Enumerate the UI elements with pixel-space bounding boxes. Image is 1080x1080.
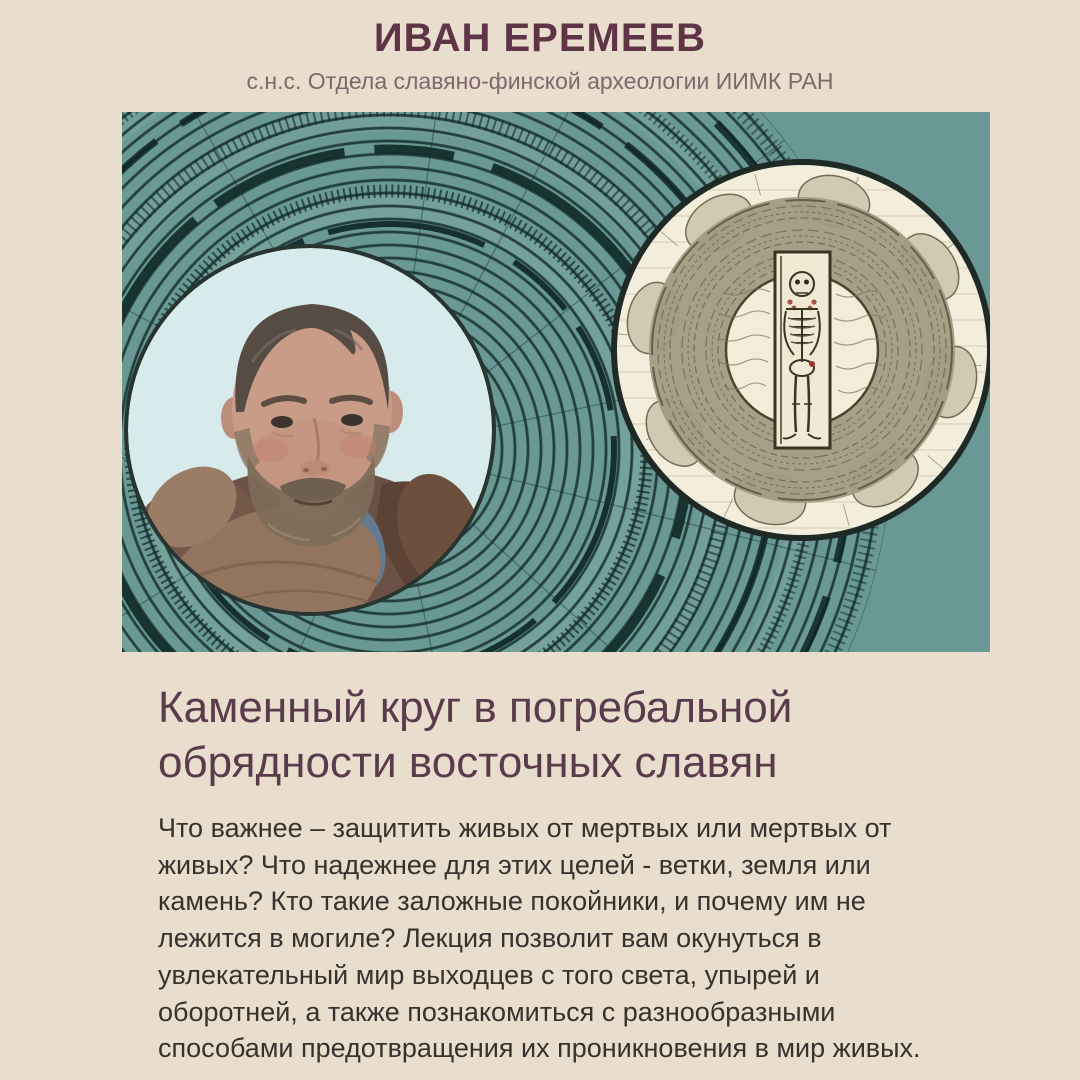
lecture-title: Каменный круг в погребальной обрядности восточных славян: [158, 683, 793, 787]
hero-collage: [122, 112, 990, 652]
speaker-name: ИВАН ЕРЕМЕЕВ: [373, 16, 707, 60]
burial-plan-sketch: [614, 162, 990, 538]
hero-collage-art: [122, 112, 990, 652]
lecture-description: Что важнее – защитить живых от мертвых или мертвых от живых? Что надежнее для этих целей - ветки, земля или камень? Кто такие заложные покойники, и почему им не лежится в могиле? Лекция позволит вам окунуться в увлекательный мир выходцев с того света, упырей и оборотней, а также познакомиться с разнообразными способами предотвращения их проникновения в мир живых.: [158, 813, 921, 1064]
speaker-affiliation: с.н.с. Отдела славяно-финской археологии ИИМК РАН: [246, 68, 834, 94]
